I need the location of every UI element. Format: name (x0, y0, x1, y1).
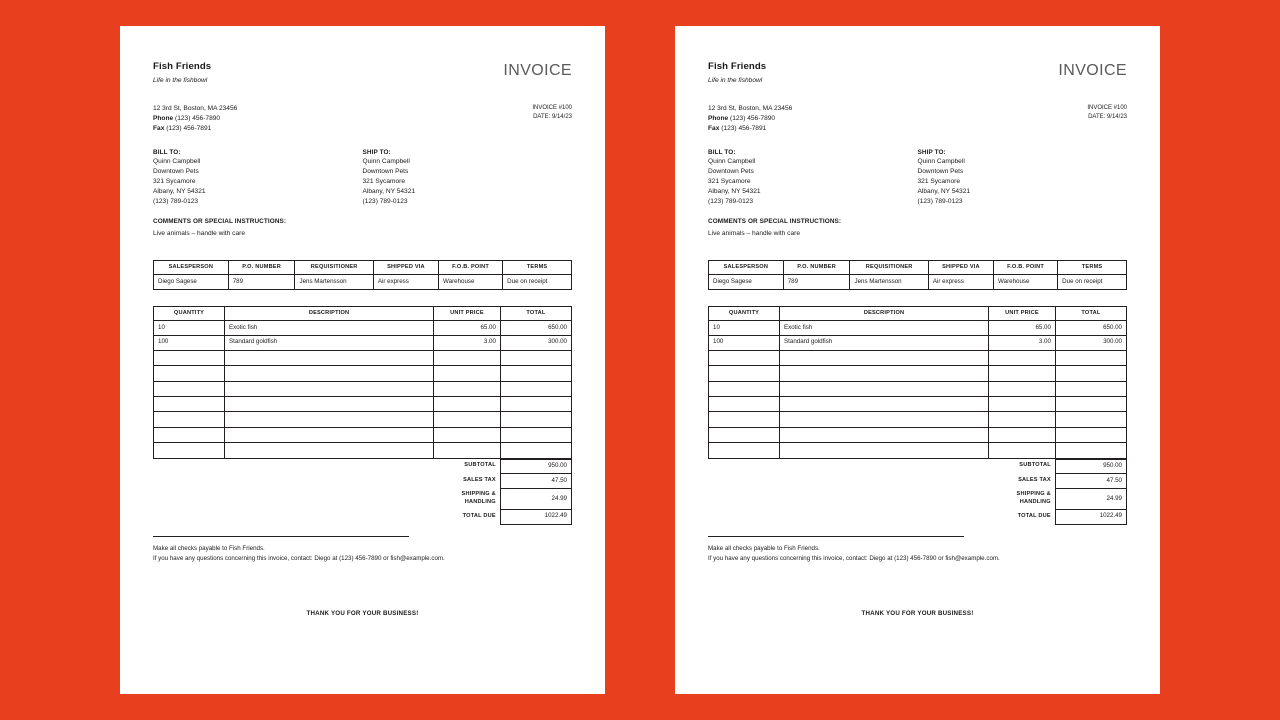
company-block (708, 60, 766, 85)
invoice-title: INVOICE (503, 62, 572, 79)
footnote-contact: If you have any questions concerning this invoice, contact: Diego at (123) 456-7890 or fish@example.com. (153, 555, 445, 563)
cell-description: Exotic fish (780, 321, 989, 336)
company-address: 12 3rd St, Boston, MA 23456 (708, 104, 793, 112)
fax-value: (123) 456-7891 (721, 124, 767, 132)
ship-to-block (918, 148, 1128, 207)
col-total: TOTAL (500, 307, 571, 321)
footnote-checks: Make all checks payable to Fish Friends. (153, 544, 265, 552)
cell-total: 650.00 (500, 321, 571, 336)
col-terms: TERMS (1058, 261, 1127, 275)
invoice-number: INVOICE #100 (532, 104, 572, 111)
label-total-due: TOTAL DUE (462, 512, 496, 519)
label-total-due: TOTAL DUE (1017, 512, 1051, 519)
table-row (709, 335, 1127, 350)
cell-unit-price: 65.00 (989, 321, 1056, 336)
col-requisitioner: REQUISITIONER (850, 261, 928, 275)
bill-to-line: 321 Sycamore (708, 177, 751, 185)
footnotes-block (153, 544, 572, 564)
table-row-empty (709, 443, 1127, 458)
invoice-number: INVOICE #100 (1087, 104, 1127, 111)
totals-row (153, 474, 572, 489)
cell-quantity: 10 (154, 321, 225, 336)
bill-to-line: 321 Sycamore (153, 177, 196, 185)
col-quantity: QUANTITY (154, 307, 225, 321)
table-header-row (709, 307, 1127, 321)
col-fob-point: F.O.B. POINT (994, 261, 1058, 275)
totals-row (708, 509, 1127, 524)
table-row-empty (154, 443, 572, 458)
company-fax (708, 124, 792, 133)
company-phone (153, 114, 237, 123)
table-row-empty (154, 366, 572, 381)
col-total: TOTAL (1055, 307, 1126, 321)
table-row (154, 335, 572, 350)
signature-line (153, 536, 409, 537)
col-unit-price: UNIT PRICE (434, 307, 501, 321)
table-row-empty (154, 427, 572, 442)
invoice-meta-block (532, 104, 572, 123)
value-sales-tax: 47.50 (500, 474, 571, 489)
col-requisitioner: REQUISITIONER (295, 261, 373, 275)
ship-to-title: SHIP TO: (917, 148, 946, 156)
ship-to-line: Albany, NY 54321 (917, 187, 971, 195)
cell-salesperson: Diego Sagese (154, 275, 229, 290)
bill-to-title: BILL TO: (708, 148, 736, 156)
cell-po-number: 789 (228, 275, 295, 290)
cell-fob-point: Warehouse (994, 275, 1058, 290)
bill-to-line: Albany, NY 54321 (153, 187, 206, 195)
table-row-empty (709, 381, 1127, 396)
label-sales-tax: SALES TAX (1018, 477, 1051, 484)
ship-to-line: Quinn Campbell (917, 158, 965, 166)
ship-to-line: Downtown Pets (917, 168, 964, 175)
label-shipping-handling: SHIPPING & HANDLING (461, 491, 496, 506)
bill-to-line: (123) 789-0123 (708, 197, 754, 205)
col-terms: TERMS (503, 261, 572, 275)
company-address: 12 3rd St, Boston, MA 23456 (153, 104, 238, 112)
cell-total: 650.00 (1055, 321, 1126, 336)
address-meta-row (153, 104, 572, 134)
cell-quantity: 10 (709, 321, 780, 336)
footnote-contact: If you have any questions concerning this invoice, contact: Diego at (123) 456-7890 or fish@example.com. (708, 555, 1000, 563)
value-subtotal: 950.00 (500, 459, 571, 474)
bill-to-block (708, 148, 918, 207)
ship-to-title: SHIP TO: (362, 148, 391, 156)
comments-text: Live animals – handle with care (153, 230, 245, 238)
table-row-empty (154, 381, 572, 396)
totals-row (708, 474, 1127, 489)
table-row-empty (709, 366, 1127, 381)
totals-row (708, 489, 1127, 510)
cell-shipped-via: Air express (928, 275, 993, 290)
table-row (709, 321, 1127, 336)
totals-row (153, 489, 572, 510)
cell-requisitioner: Jens Martensson (850, 275, 928, 290)
company-fax (153, 124, 237, 133)
phone-label: Phone (153, 114, 174, 122)
thank-you-message: THANK YOU FOR YOUR BUSINESS! (861, 610, 974, 618)
col-salesperson: SALESPERSON (154, 261, 229, 275)
cell-terms: Due on receipt (1058, 275, 1127, 290)
totals-table (153, 459, 572, 525)
table-header-row (154, 307, 572, 321)
bill-to-line: Albany, NY 54321 (708, 187, 761, 195)
col-po-number: P.O. NUMBER (228, 261, 295, 275)
ship-to-line: 321 Sycamore (917, 177, 961, 185)
address-meta-row (708, 104, 1127, 134)
table-row (709, 275, 1127, 290)
comments-block (708, 217, 1127, 238)
table-row-empty (709, 412, 1127, 427)
company-address-block (153, 104, 237, 134)
table-row-empty (154, 350, 572, 365)
comments-title: COMMENTS OR SPECIAL INSTRUCTIONS: (153, 218, 287, 226)
label-shipping-handling: SHIPPING & HANDLING (1016, 491, 1051, 506)
cell-quantity: 100 (154, 335, 225, 350)
company-tagline: Life in the fishbowl (708, 76, 763, 84)
company-name: Fish Friends (153, 61, 212, 72)
bill-to-line: Downtown Pets (708, 168, 754, 175)
table-row (154, 321, 572, 336)
cell-unit-price: 3.00 (989, 335, 1056, 350)
comments-title: COMMENTS OR SPECIAL INSTRUCTIONS: (708, 218, 842, 226)
invoice-meta-block (1087, 104, 1127, 123)
value-shipping-handling: 24.99 (500, 489, 571, 510)
comments-block (153, 217, 572, 238)
table-row (154, 275, 572, 290)
cell-unit-price: 65.00 (434, 321, 501, 336)
table-row-empty (154, 396, 572, 411)
bill-to-line: Quinn Campbell (153, 158, 201, 166)
table-header-row (154, 261, 572, 275)
invoice-header (708, 60, 1127, 85)
phone-label: Phone (708, 114, 729, 122)
cell-description: Standard goldfish (225, 335, 434, 350)
bill-to-line: (123) 789-0123 (153, 197, 199, 205)
bill-to-line: Downtown Pets (153, 168, 199, 175)
company-name: Fish Friends (708, 61, 767, 72)
line-items-table (708, 306, 1127, 458)
cell-terms: Due on receipt (503, 275, 572, 290)
invoice-date: DATE: 9/14/23 (1088, 114, 1127, 121)
comments-text: Live animals – handle with care (708, 230, 800, 238)
phone-value: (123) 456-7890 (730, 114, 776, 122)
ship-to-line: (123) 789-0123 (362, 197, 408, 205)
cell-requisitioner: Jens Martensson (295, 275, 373, 290)
cell-quantity: 100 (709, 335, 780, 350)
cell-unit-price: 3.00 (434, 335, 501, 350)
table-row-empty (154, 412, 572, 427)
table-row-empty (709, 350, 1127, 365)
fax-label: Fax (708, 124, 720, 132)
table-row-empty (709, 427, 1127, 442)
company-tagline: Life in the fishbowl (153, 76, 208, 84)
totals-table (708, 459, 1127, 525)
col-quantity: QUANTITY (709, 307, 780, 321)
cell-shipped-via: Air express (373, 275, 438, 290)
signature-line (708, 536, 964, 537)
table-header-row (709, 261, 1127, 275)
ship-to-line: Albany, NY 54321 (362, 187, 416, 195)
invoice-date: DATE: 9/14/23 (533, 114, 572, 121)
col-po-number: P.O. NUMBER (783, 261, 850, 275)
bill-ship-row (708, 148, 1127, 207)
value-subtotal: 950.00 (1055, 459, 1126, 474)
bill-ship-row (153, 148, 572, 207)
company-phone (708, 114, 792, 123)
invoice-header (153, 60, 572, 85)
invoice-page-2 (675, 26, 1160, 694)
fax-value: (123) 456-7891 (166, 124, 212, 132)
footnotes-block (708, 544, 1127, 564)
company-address-block (708, 104, 792, 134)
bill-to-title: BILL TO: (153, 148, 181, 156)
col-unit-price: UNIT PRICE (989, 307, 1056, 321)
bill-to-block (153, 148, 363, 207)
totals-row (708, 459, 1127, 474)
label-subtotal: SUBTOTAL (1019, 462, 1051, 469)
ship-to-line: Downtown Pets (362, 168, 409, 175)
cell-salesperson: Diego Sagese (709, 275, 784, 290)
col-description: DESCRIPTION (780, 307, 989, 321)
phone-value: (123) 456-7890 (175, 114, 221, 122)
footnote-checks: Make all checks payable to Fish Friends. (708, 544, 820, 552)
value-total-due: 1022.49 (1055, 509, 1126, 524)
order-info-table (708, 260, 1127, 290)
totals-row (153, 509, 572, 524)
cell-description: Standard goldfish (780, 335, 989, 350)
col-description: DESCRIPTION (225, 307, 434, 321)
invoice-page-1 (120, 26, 605, 694)
table-row-empty (709, 396, 1127, 411)
totals-row (153, 459, 572, 474)
company-block (153, 60, 211, 85)
cell-total: 300.00 (1055, 335, 1126, 350)
ship-to-line: 321 Sycamore (362, 177, 406, 185)
bill-to-line: Quinn Campbell (708, 158, 756, 166)
ship-to-line: Quinn Campbell (362, 158, 410, 166)
thank-you-message: THANK YOU FOR YOUR BUSINESS! (306, 610, 419, 618)
col-salesperson: SALESPERSON (709, 261, 784, 275)
value-total-due: 1022.49 (500, 509, 571, 524)
fax-label: Fax (153, 124, 165, 132)
ship-to-block (363, 148, 573, 207)
cell-description: Exotic fish (225, 321, 434, 336)
cell-total: 300.00 (500, 335, 571, 350)
cell-po-number: 789 (783, 275, 850, 290)
label-sales-tax: SALES TAX (463, 477, 496, 484)
ship-to-line: (123) 789-0123 (917, 197, 963, 205)
invoice-title: INVOICE (1058, 62, 1127, 79)
col-fob-point: F.O.B. POINT (439, 261, 503, 275)
line-items-table (153, 306, 572, 458)
col-shipped-via: SHIPPED VIA (373, 261, 438, 275)
value-shipping-handling: 24.99 (1055, 489, 1126, 510)
col-shipped-via: SHIPPED VIA (928, 261, 993, 275)
order-info-table (153, 260, 572, 290)
cell-fob-point: Warehouse (439, 275, 503, 290)
value-sales-tax: 47.50 (1055, 474, 1126, 489)
label-subtotal: SUBTOTAL (464, 462, 496, 469)
